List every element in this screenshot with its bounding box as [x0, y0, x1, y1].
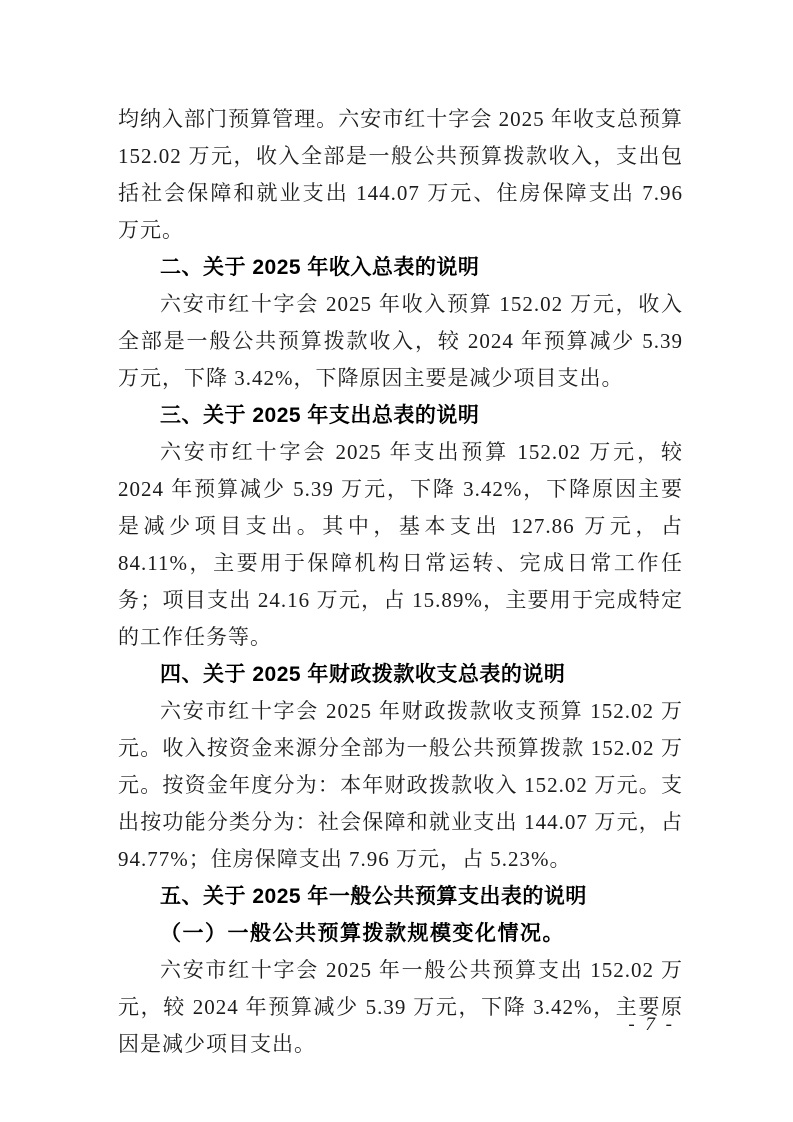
body-paragraph: 六安市红十字会 2025 年一般公共预算支出 152.02 万元，较 2024 年预算减少 5.39 万元，下降 3.42%，主要原因是减少项目支出。 [118, 958, 683, 1056]
intro-paragraph: 均纳入部门预算管理。六安市红十字会 2025 年收支总预算 152.02 万元，收入全部是一般公共预算拨款收入，支出包括社会保障和就业支出 144.07 万元、住房保障支出 7.96 万元。 [118, 107, 683, 242]
section-heading-expenditure-summary: 三、关于 2025 年支出总表的说明 [160, 404, 480, 427]
section-heading-general-public-budget-expenditure: 五、关于 2025 年一般公共预算支出表的说明 [160, 885, 587, 908]
document-body [118, 101, 683, 1063]
page-number: - 7 - [628, 1014, 675, 1035]
body-paragraph: 六安市红十字会 2025 年支出预算 152.02 万元，较 2024 年预算减少 5.39 万元，下降 3.42%，下降原因主要是减少项目支出。其中，基本支出 127.86 万元，占 84.11%，主要用于保障机构日常运转、完成日常工作任务；项目支出 24.16 万元，占 15.89%，主要用于完成特定的工作任务等。 [118, 440, 683, 649]
body-paragraph: 六安市红十字会 2025 年收入预算 152.02 万元，收入全部是一般公共预算拨款收入，较 2024 年预算减少 5.39 万元，下降 3.42%，下降原因主要是减少项目支出。 [118, 292, 683, 390]
section-heading-fiscal-appropriation-summary: 四、关于 2025 年财政拨款收支总表的说明 [160, 663, 566, 686]
body-paragraph: 六安市红十字会 2025 年财政拨款收支预算 152.02 万元。收入按资金来源分全部为一般公共预算拨款 152.02 万元。按资金年度分为：本年财政拨款收入 152.02 万元。支出按功能分类分为：社会保障和就业支出 144.07 万元，占 94.77%；住房保障支出 7.96 万元，占 5.23%。 [118, 699, 683, 871]
section-heading-income-summary: 二、关于 2025 年收入总表的说明 [160, 256, 480, 279]
sub-heading-appropriation-scale-change: （一）一般公共预算拨款规模变化情况。 [160, 921, 565, 945]
